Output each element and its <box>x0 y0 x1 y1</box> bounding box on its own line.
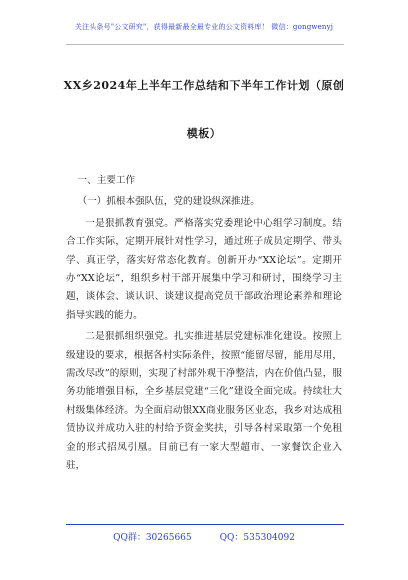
document-title: XX乡2024年上半年工作总结和下半年工作计划（原创模板） <box>63 79 345 140</box>
footer-contact <box>0 530 408 543</box>
footer-divider <box>66 524 344 525</box>
body-paragraph: 一是狠抓教育强党。严格落实党委理论中心组学习制度。结合工作实际，定期开展针对性学习，通过班子成员定期学、带头学、真正学，落实好常态化教育。创新开办“XX论坛”。定期开办“XX论坛”，组织乡村干部开展集中学习和研讨，围绕学习主题，谈体会、谈认识、谈建议提高党员干部政治理论素养和理论指导实践的能力。 <box>66 217 342 321</box>
body-paragraph: 二是狠抓组织强党。扎实推进基层党建标准化建设。按照上级建设的要求，根据各村实际条件，按照“能留尽留，能用尽用，需改尽改”的原则，实现了村部外观干净整洁，内在价值凸显，服务功能增强目标，全乡基层党建“三化”建设全面完成。持续壮大村级集体经济。为全面启动银XX商业服务区业态，我乡对达成租赁协议并成功入驻的村给予资金奖扶，引导各村采取第一个免租金的形式招凤引凰。目前已有一家大型超市、一家餐饮企业入驻， <box>66 331 342 472</box>
header-divider <box>66 44 344 45</box>
footer-qq-number: QQ：535304092 <box>219 533 295 543</box>
subsection-heading: （一）抓根本强队伍，党的建设纵深推进。 <box>77 196 260 208</box>
document-body <box>66 172 342 476</box>
section-heading: 一、主要工作 <box>77 175 136 186</box>
header-banner: 关注头条号"公文研究"，获得最新最全最专业的公文资料库！ 微信：gongwenyj <box>74 23 334 31</box>
footer-qq-group: QQ群：30265665 <box>113 533 192 543</box>
